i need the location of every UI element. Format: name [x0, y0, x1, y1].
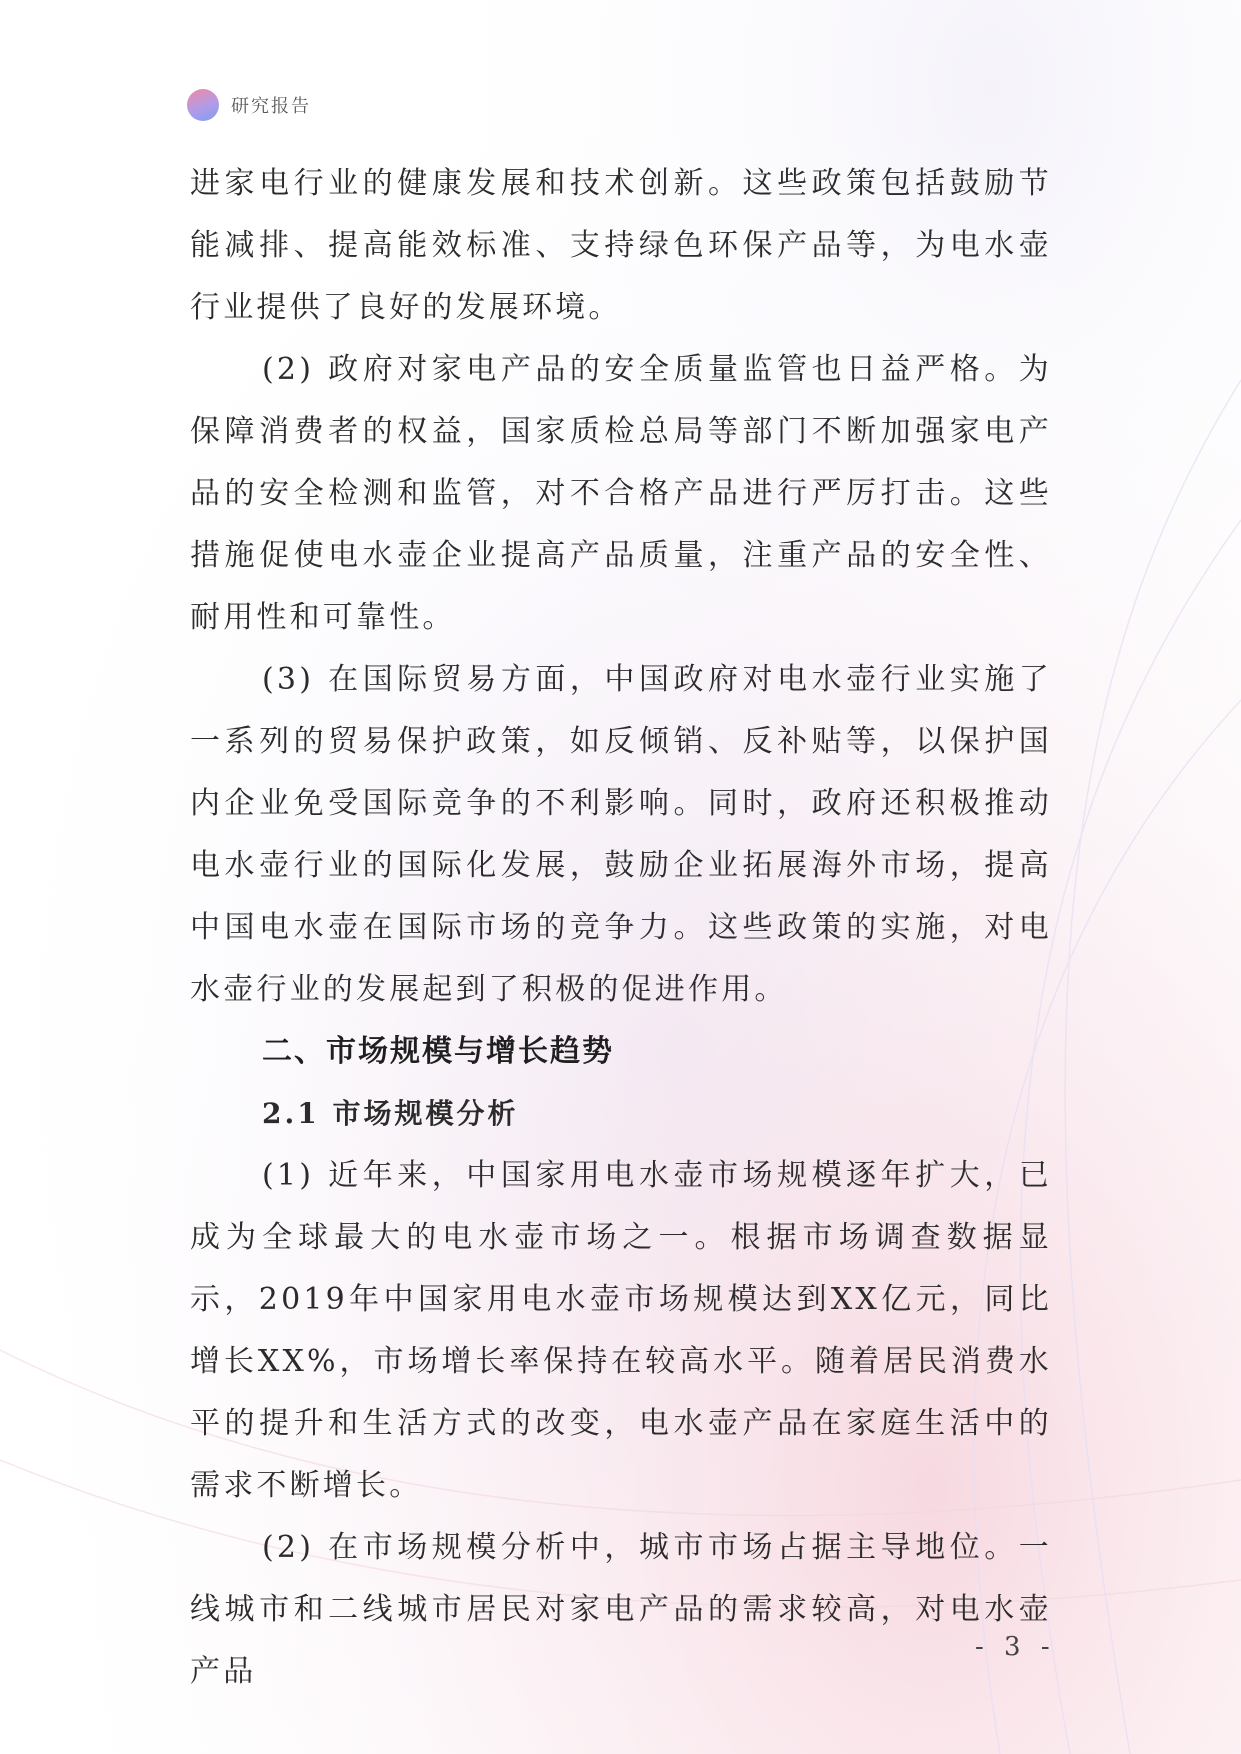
paragraph-safety-regulation: (2) 政府对家电产品的安全质量监管也日益严格。为保障消费者的权益，国家质检总局等部门不断加强家电产品的安全检测和监管，对不合格产品进行严厉打击。这些措施促使电水壶企业提高产品质量，注重产品的安全性、耐用性和可靠性。 — [190, 352, 1052, 635]
paragraph-urban-market: (2) 在市场规模分析中，城市市场占据主导地位。一线城市和二线城市居民对家电产品的需求较高，对电水壶产品 — [190, 1530, 1052, 1689]
paragraph-international-trade: (3) 在国际贸易方面，中国政府对电水壶行业实施了一系列的贸易保护政策，如反倾销、反补贴等，以保护国内企业免受国际竞争的不利影响。同时，政府还积极推动电水壶行业的国际化发展，鼓励企业拓展海外市场，提高中国电水壶在国际市场的竞争力。这些政策的实施，对电水壶行业的发展起到了积极的促进作用。 — [190, 662, 1052, 1007]
paragraph-policy-continuation: 进家电行业的健康发展和技术创新。这些政策包括鼓励节能减排、提高能效标准、支持绿色环保产品等，为电水壶行业提供了良好的发展环境。 — [190, 166, 1052, 325]
document-body — [190, 153, 1052, 1703]
page-number: - 3 - — [975, 1632, 1056, 1662]
logo-circle-icon — [187, 89, 219, 121]
report-brand-label: 研究报告 — [231, 96, 311, 117]
section-heading: 二、市场规模与增长趋势 — [262, 1034, 614, 1069]
paragraph-market-size: (1) 近年来，中国家用电水壶市场规模逐年扩大，已成为全球最大的电水壶市场之一。根据市场调查数据显示，2019年中国家用电水壶市场规模达到XX亿元，同比增长XX%，市场增长率保持在较高水平。随着居民消费水平的提升和生活方式的改变，电水壶产品在家庭生活中的需求不断增长。 — [190, 1158, 1052, 1503]
report-header — [187, 88, 311, 122]
subsection-heading: 2.1 市场规模分析 — [262, 1097, 519, 1130]
